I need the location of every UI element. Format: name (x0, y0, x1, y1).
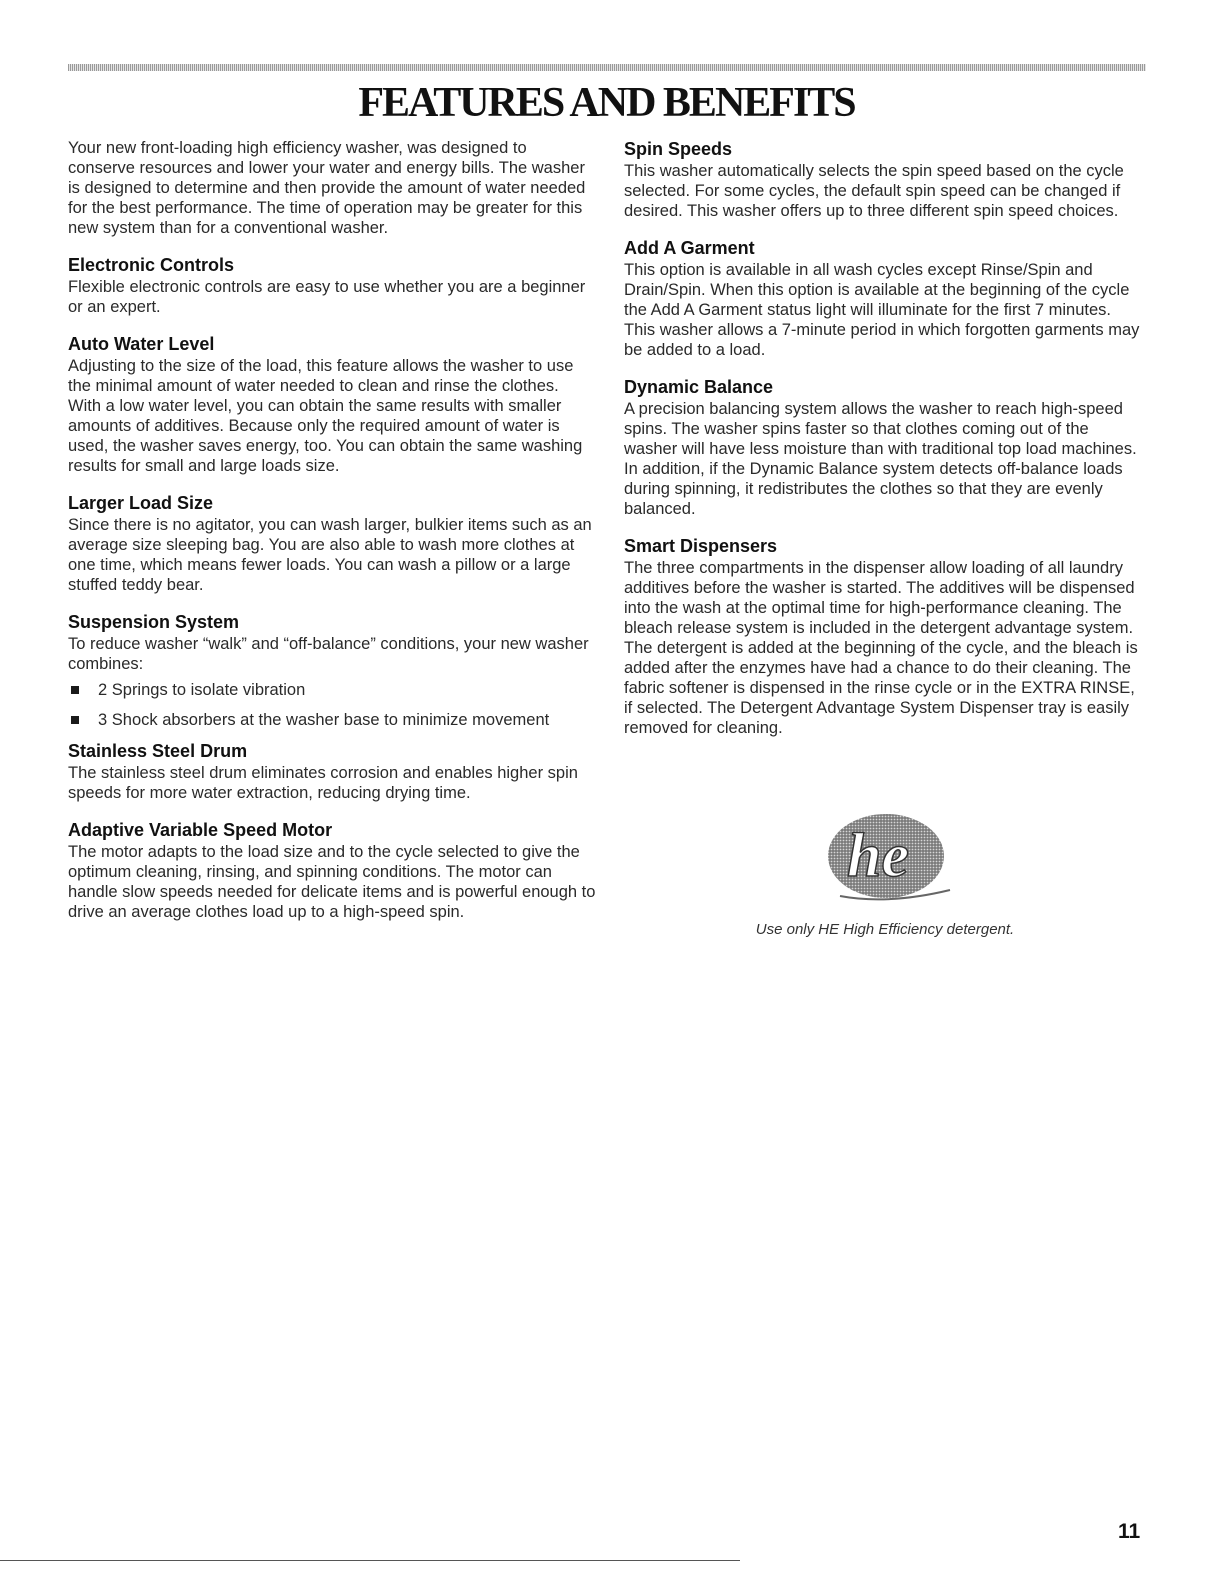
section-body: The three compartments in the dispenser allow loading of all laundry additives before the washer is started. The additives will be dispensed into the wash at the optimal time for high-performance cleaning. The bleach release system is included in the detergent advantage system. The detergent is added at the beginning of the cycle, and the bleach is added after the enzymes have had a chance to do their cleaning. The fabric softener is dispensed in the rinse cycle or in the EXTRA RINSE, if selected. The Detergent Advantage System Dispenser tray is easily removed for cleaning. (624, 559, 1138, 737)
page-title: FEATURES AND BENEFITS (358, 80, 855, 126)
section-body: The stainless steel drum eliminates corrosion and enables higher spin speeds for more water extraction, reducing drying time. (68, 764, 578, 802)
section-body: This option is available in all wash cycles except Rinse/Spin and Drain/Spin. When this option is available at the beginning of the cycle the Add A Garment status light will illuminate for the first 7 minutes. This washer allows a 7-minute period in which forgotten garments may be added to a load. (624, 261, 1140, 359)
section-heading: Adaptive Variable Speed Motor (68, 820, 333, 840)
intro-text: Your new front-loading high efficiency washer, was designed to conserve resources and lower your water and energy bills. The washer is designed to determine and then provide the amount of water needed for the best performance. The time of operation may be greater for this new system than for a conventional washer. (68, 139, 586, 237)
list-item-text: 2 Springs to isolate vibration (98, 681, 306, 699)
list-item (68, 680, 596, 700)
section-heading: Suspension System (68, 612, 240, 632)
section-heading: Electronic Controls (68, 255, 235, 275)
section-dynamic-balance (624, 376, 1146, 519)
section-body: Flexible electronic controls are easy to use whether you are a beginner or an expert. (68, 278, 586, 316)
logo-text: he (847, 822, 909, 890)
section-body: The motor adapts to the load size and to the cycle selected to give the optimum cleaning, rinsing, and spinning conditions. The motor can handle slow speeds needed for delicate items and is powerful enough to drive an average clothes load up to a high-speed spin. (68, 843, 596, 921)
list-item (68, 710, 596, 730)
section-body: Adjusting to the size of the load, this feature allows the washer to use the minimal amount of water needed to clean and rinse the clothes. With a low water level, you can obtain the same results with smaller amounts of additives. Because only the required amount of water is used, the washer saves energy, too. You can obtain the same washing results for small and large loads size. (68, 357, 583, 475)
bullet-list (68, 680, 596, 730)
section-heading: Add A Garment (624, 238, 755, 258)
section-body: Since there is no agitator, you can wash larger, bulkier items such as an average size sleeping bag. You are also able to wash more clothes at one time, which means fewer loads. You can wash a pillow or a large stuffed teddy bear. (68, 516, 592, 594)
section-add-a-garment (624, 237, 1146, 360)
section-stainless-steel-drum (68, 740, 596, 803)
section-heading: Smart Dispensers (624, 536, 778, 556)
section-spin-speeds (624, 138, 1146, 221)
section-larger-load-size (68, 492, 596, 595)
section-smart-dispensers (624, 535, 1146, 738)
right-column (624, 138, 1146, 738)
bottom-rule (0, 1560, 740, 1561)
left-column (68, 138, 596, 922)
section-body: This washer automatically selects the spin speed based on the cycle selected. For some cycles, the default spin speed can be changed if desired. This washer offers up to three different spin speed choices. (624, 162, 1124, 220)
section-body: To reduce washer “walk” and “off-balance” conditions, your new washer combines: (68, 635, 589, 673)
section-electronic-controls (68, 254, 596, 317)
section-heading: Spin Speeds (624, 139, 733, 159)
section-heading: Larger Load Size (68, 493, 214, 513)
section-adaptive-variable-speed-motor (68, 819, 596, 922)
section-suspension-system (68, 611, 596, 730)
list-item-text: 3 Shock absorbers at the washer base to minimize movement (98, 711, 550, 729)
section-heading: Stainless Steel Drum (68, 741, 248, 761)
page-number: 11 (1118, 1520, 1141, 1543)
he-logo-icon (818, 806, 960, 906)
top-rule (68, 64, 1146, 71)
section-heading: Dynamic Balance (624, 377, 774, 397)
logo-caption: Use only HE High Efficiency detergent. (755, 921, 1015, 938)
bullet-square-icon (71, 716, 79, 724)
section-heading: Auto Water Level (68, 334, 215, 354)
section-auto-water-level (68, 333, 596, 476)
bullet-square-icon (71, 686, 79, 694)
intro-section (68, 138, 596, 238)
section-body: A precision balancing system allows the washer to reach high-speed spins. The washer spins faster so that clothes coming out of the washer will have less moisture than with traditional top load machines. In addition, if the Dynamic Balance system detects off-balance loads during spinning, it redistributes the clothes so that they are evenly balanced. (624, 400, 1137, 518)
